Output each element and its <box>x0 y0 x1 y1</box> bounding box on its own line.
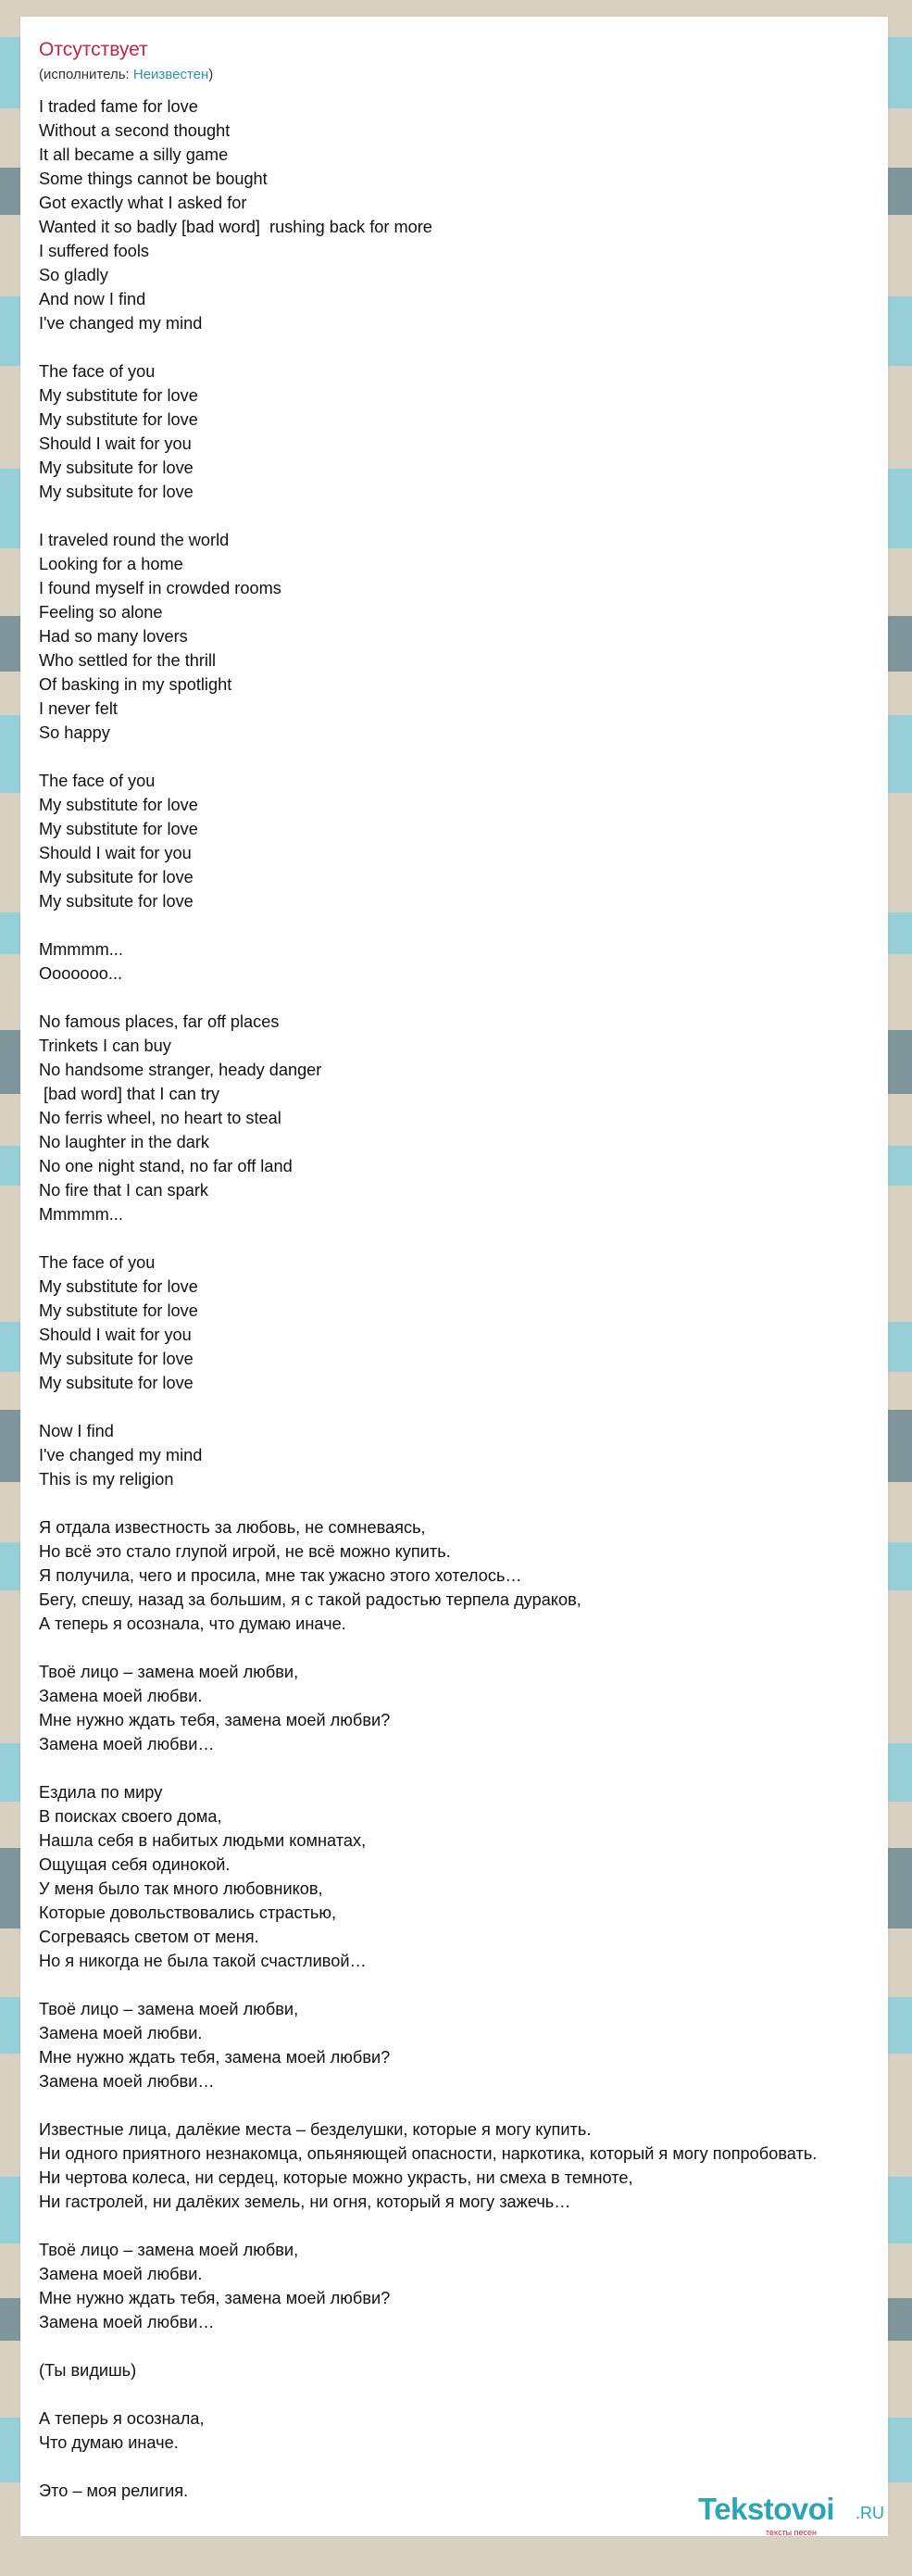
lyrics-card <box>20 17 888 2536</box>
lyric-line: No handsome stranger, heady danger <box>39 1061 322 1079</box>
lyric-line <box>39 1973 912 1997</box>
lyric-line: А теперь я осознала, <box>39 2409 205 2428</box>
lyric-line: Trinkets I can buy <box>39 1037 171 1055</box>
lyric-line <box>39 2334 912 2358</box>
lyric-line: The face of you <box>39 772 156 790</box>
lyric-line: I found myself in crowded rooms <box>39 579 281 597</box>
lyric-line: Mmmmm... <box>39 1205 123 1224</box>
lyric-line <box>39 335 912 359</box>
lyric-line: So gladly <box>39 266 108 284</box>
lyric-line: Should I wait for you <box>39 1326 192 1344</box>
lyric-line: This is my religion <box>39 1470 174 1489</box>
lyric-line: Я отдала известность за любовь, не сомневаясь, <box>39 1518 426 1537</box>
lyric-line: My substitute for love <box>39 1301 198 1320</box>
lyric-line <box>39 2093 912 2117</box>
lyric-line <box>39 745 912 769</box>
logo-tagline: тексты песен <box>766 2528 818 2537</box>
lyric-line <box>39 1636 912 1660</box>
lyric-line: Got exactly what I asked for <box>39 194 247 212</box>
lyric-line: Мне нужно ждать тебя, замена моей любви? <box>39 2048 391 2067</box>
logo-tld: .RU <box>856 2504 884 2522</box>
lyric-line <box>39 1226 912 1250</box>
lyric-line <box>39 1395 912 1419</box>
lyric-line: Но я никогда не была такой счастливой… <box>39 1952 367 1970</box>
lyric-line: My substitute for love <box>39 796 198 814</box>
lyric-line: I never felt <box>39 699 118 718</box>
lyric-line: Замена моей любви… <box>39 1735 215 1753</box>
lyric-line: I traveled round the world <box>39 531 230 549</box>
lyric-line: My subsitute for love <box>39 892 194 911</box>
performer-suffix: ) <box>208 67 214 82</box>
lyrics-text <box>39 94 912 2503</box>
lyric-line: No ferris wheel, no heart to steal <box>39 1109 281 1127</box>
lyric-line: My subsitute for love <box>39 868 194 886</box>
lyric-line <box>39 2214 912 2238</box>
lyric-line: Это – моя религия. <box>39 2482 189 2500</box>
lyric-line: No fire that I can spark <box>39 1181 208 1200</box>
performer-link[interactable]: Неизвестен <box>132 67 209 82</box>
lyric-line: (Ты видишь) <box>39 2361 137 2380</box>
lyric-line: Ездила по миру <box>39 1783 163 1802</box>
lyric-line: My substitute for love <box>39 386 198 405</box>
lyric-line: I've changed my mind <box>39 1446 203 1464</box>
lyric-line: I've changed my mind <box>39 314 203 333</box>
lyric-line: Твоё лицо – замена моей любви, <box>39 2241 299 2259</box>
lyric-line: My substitute for love <box>39 410 198 429</box>
lyric-line <box>39 2455 912 2479</box>
site-logo[interactable] <box>698 2492 883 2536</box>
lyric-line: My subsitute for love <box>39 483 194 501</box>
lyric-line: Now I find <box>39 1422 114 1440</box>
lyric-line: Мне нужно ждать тебя, замена моей любви? <box>39 2289 391 2307</box>
background-stripe <box>0 2535 912 2576</box>
lyric-line <box>39 986 912 1010</box>
lyric-line: The face of you <box>39 1253 156 1272</box>
lyric-line: Замена моей любви… <box>39 2313 215 2331</box>
lyric-line: No famous places, far off places <box>39 1012 280 1031</box>
lyric-line: Should I wait for you <box>39 844 192 862</box>
lyric-line: So happy <box>39 723 110 742</box>
lyric-line: And now I find <box>39 290 146 308</box>
performer-prefix: (исполнитель: <box>39 67 133 82</box>
lyric-line: Had so many lovers <box>39 627 188 646</box>
lyric-line: Looking for a home <box>39 555 183 573</box>
lyric-line: Who settled for the thrill <box>39 651 217 670</box>
lyric-line <box>39 913 912 937</box>
lyric-line: В поисках своего дома, <box>39 1807 222 1826</box>
lyric-line: У меня было так много любовников, <box>39 1879 323 1898</box>
lyric-line: Согреваясь светом от меня. <box>39 1928 259 1946</box>
lyric-line: Бегу, спешу, назад за большим, я с такой радостью терпела дураков, <box>39 1590 581 1609</box>
lyric-line: I traded fame for love <box>39 97 198 116</box>
lyric-line: Without a second thought <box>39 121 231 140</box>
lyric-line: The face of you <box>39 362 156 381</box>
lyric-line: Но всё это стало глупой игрой, не всё можно купить. <box>39 1542 451 1561</box>
lyric-line: Нашла себя в набитых людьми комнатах, <box>39 1831 367 1850</box>
lyric-line: Замена моей любви… <box>39 2072 215 2091</box>
lyric-line: My substitute for love <box>39 820 198 838</box>
lyric-line: Мне нужно ждать тебя, замена моей любви? <box>39 1711 391 1729</box>
song-title: Отсутствует <box>39 39 148 60</box>
lyric-line: Ни одного приятного незнакомца, опьяняющей опасности, наркотика, который я могу попробовать. <box>39 2144 818 2163</box>
lyric-line: My subsitute for love <box>39 1350 194 1368</box>
lyric-line: Wanted it so badly [bad word] rushing back for more <box>39 218 432 236</box>
lyric-line: Замена моей любви. <box>39 2265 203 2283</box>
lyric-line: Ни чертова колеса, ни сердец, которые можно украсть, ни смеха в темноте, <box>39 2168 633 2187</box>
logo-name: Tekstovoi <box>698 2492 835 2526</box>
lyric-line: My subsitute for love <box>39 1374 194 1392</box>
performer-line <box>39 67 213 82</box>
lyric-line: Твоё лицо – замена моей любви, <box>39 1663 299 1681</box>
lyric-line: No laughter in the dark <box>39 1133 210 1151</box>
lyric-line: It all became a silly game <box>39 145 229 164</box>
lyric-line: Ooooooo... <box>39 964 122 983</box>
lyric-line: Of basking in my spotlight <box>39 675 232 694</box>
lyric-line: Замена моей любви. <box>39 1687 203 1705</box>
lyric-line: Mmmmm... <box>39 940 123 959</box>
lyric-line: My subsitute for love <box>39 459 194 477</box>
lyric-line: Should I wait for you <box>39 434 192 453</box>
lyric-line: Известные лица, далёкие места – безделушки, которые я могу купить. <box>39 2120 592 2139</box>
lyric-line: My substitute for love <box>39 1277 198 1296</box>
lyric-line: No one night stand, no far off land <box>39 1157 293 1175</box>
lyric-line: I suffered fools <box>39 242 149 260</box>
lyric-line: Я получила, чего и просила, мне так ужасно этого хотелось… <box>39 1566 522 1585</box>
lyric-line: Ни гастролей, ни далёких земель, ни огня, который я могу зажечь… <box>39 2193 571 2211</box>
lyric-line: Ощущая себя одинокой. <box>39 1855 231 1874</box>
lyric-line: Замена моей любви. <box>39 2024 203 2042</box>
lyric-line: Some things cannot be bought <box>39 170 268 188</box>
lyric-line: [bad word] that I can try <box>39 1085 220 1103</box>
lyric-line <box>39 1491 912 1515</box>
lyric-line: Feeling so alone <box>39 603 163 622</box>
lyric-line: А теперь я осознала, что думаю иначе. <box>39 1615 346 1633</box>
lyric-line <box>39 1756 912 1780</box>
lyric-line: Что думаю иначе. <box>39 2433 179 2452</box>
lyric-line <box>39 2382 912 2406</box>
lyric-line <box>39 504 912 528</box>
lyric-line: Которые довольствовались страстью, <box>39 1904 337 1922</box>
lyric-line: Твоё лицо – замена моей любви, <box>39 2000 299 2018</box>
